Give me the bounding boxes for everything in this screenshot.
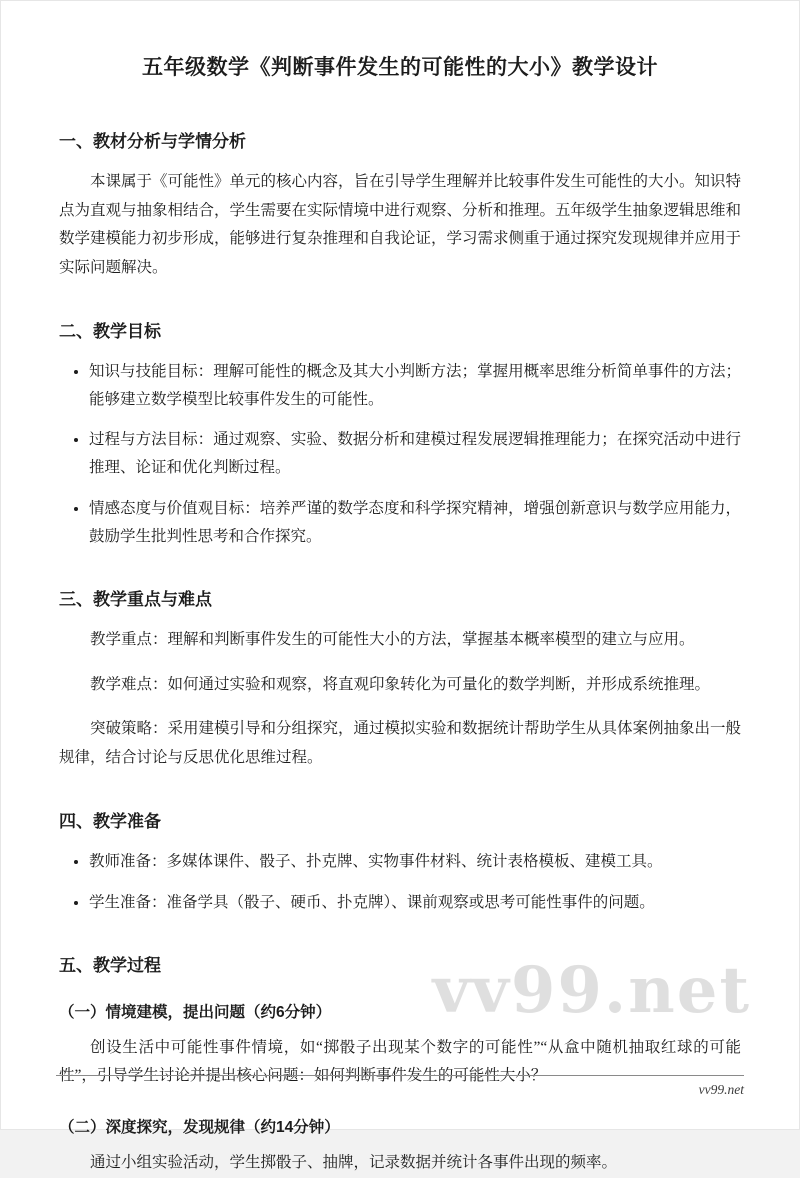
paragraph: 通过小组实验活动，学生掷骰子、抽牌，记录数据并统计各事件出现的频率。: [90, 1153, 618, 1171]
paragraph: 教学难点：如何通过实验和观察，将直观印象转化为可量化的数学判断，并形成系统推理。: [90, 675, 711, 693]
watermark-text: vv99.net: [432, 953, 751, 1028]
section-heading: 五、教学过程: [59, 955, 161, 975]
list-item: • 过程与方法目标：通过观察、实验、数据分析和建模过程发展逻辑推理能力；在探究活动中进行推理、论证和优化判断过程。: [89, 426, 741, 482]
footer-site-label: vv99.net: [698, 1082, 744, 1097]
list-item: • 教师准备：多媒体课件、骰子、扑克牌、实物事件材料、统计表格模板、建模工具。: [89, 848, 741, 876]
list-item: • 情感态度与价值观目标：培养严谨的数学态度和科学探究精神，增强创新意识与数学应用能力，鼓励学生批判性思考和合作探究。: [89, 495, 741, 551]
document-content: [1, 1, 799, 1178]
paragraph: 教学重点：理解和判断事件发生的可能性大小的方法，掌握基本概率模型的建立与应用。: [90, 631, 695, 649]
section-material-analysis: [59, 127, 741, 283]
paragraph: 创设生活中可能性事件情境，如“掷骰子出现某个数字的可能性”“从盒中随机抽取红球的可能性”，引导学生讨论并提出核心问题：如何判断事件发生的可能性大小？: [59, 1038, 741, 1085]
section-heading: 三、教学重点与难点: [59, 590, 212, 610]
list-item: • 知识与技能目标：理解可能性的概念及其大小判断方法；掌握用概率思维分析简单事件的方法；能够建立数学模型比较事件发生的可能性。: [89, 358, 741, 414]
paragraph: 突破策略：采用建模引导和分组探究，通过模拟实验和数据统计帮助学生从具体案例抽象出一般规律，结合讨论与反思优化思维过程。: [59, 720, 742, 767]
section-heading: 一、教材分析与学情分析: [59, 132, 246, 151]
page-footer: [56, 1075, 744, 1099]
bullet-list: [63, 358, 741, 551]
paragraph: 本课属于《可能性》单元的核心内容，旨在引导学生理解并比较事件发生可能性的大小。知识特点为直观与抽象相结合，学生需要在实际情境中进行观察、分析和推理。五年级学生抽象逻辑思维和数学建模能力初步形成，能够进行复杂推理和自我论证，学习需求侧重于通过探究发现规律并应用于实际问题解决。: [59, 173, 742, 277]
page-title: 五年级数学《判断事件发生的可能性的大小》教学设计: [142, 56, 658, 79]
subsection-heading: （二）深度探究，发现规律（约14分钟）: [59, 1118, 340, 1136]
list-item: • 学生准备：准备学具（骰子、硬币、扑克牌）、课前观察或思考可能性事件的问题。: [89, 889, 741, 917]
section-teaching-goals: [59, 317, 741, 551]
section-teaching-process: [59, 951, 741, 1178]
section-key-points: [59, 585, 741, 773]
bullet-list: [63, 848, 741, 917]
section-heading: 二、教学目标: [59, 321, 161, 341]
subsection-heading: （一）情境建模，提出问题（约6分钟）: [59, 1003, 332, 1021]
section-preparation: [59, 807, 741, 917]
section-heading: 四、教学准备: [59, 811, 161, 831]
